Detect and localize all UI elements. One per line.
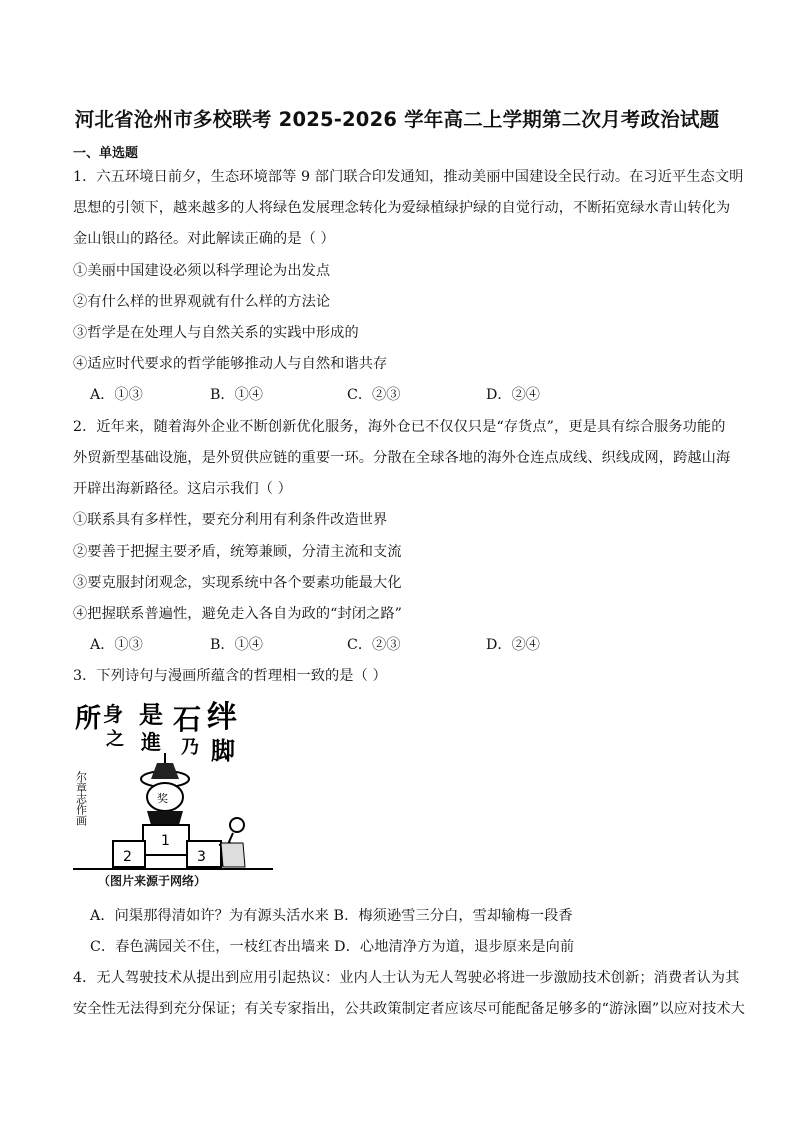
section-heading: 一、单选题 [73, 146, 139, 161]
person-crate [221, 843, 245, 867]
person-head [230, 818, 244, 832]
cartoon-award-char: 奖 [157, 792, 168, 805]
q4-stem-line-1: 4．无人驾驶技术从提出到应用引起热议：业内人士认为无人驾驶必将进一步激励技术创新；消费者认为其 [73, 970, 740, 986]
cartoon-signature: 尔章志作画 [74, 771, 88, 826]
cartoon-char-col4a: 石 [173, 703, 202, 736]
q1-option-b[interactable]: B．①④ [210, 387, 263, 403]
q1-stem-line-3: 金山银山的路径。对此解读正确的是（ ） [73, 231, 335, 247]
q2-item-1: ①联系具有多样性，要充分利用有利条件改造世界 [73, 512, 388, 528]
q2-item-3: ③要克服封闭观念，实现系统中各个要素功能最大化 [73, 575, 402, 591]
q1-option-a[interactable]: A．①③ [90, 387, 143, 403]
cartoon-char-col5a: 绊 [207, 700, 237, 735]
q1-item-1: ①美丽中国建设必须以科学理论为出发点 [73, 263, 331, 279]
q2-stem-line-3: 开辟出海新路径。这启示我们（ ） [73, 481, 292, 497]
q2-stem-line-2: 外贸新型基础设施，是外贸供应链的重要一环。分散在全球各地的海外仓连点成线、织线成网，跨越山海 [73, 450, 731, 466]
cartoon-image [73, 693, 273, 895]
q1-item-2: ②有什么样的世界观就有什么样的方法论 [73, 294, 331, 310]
q4-stem-line-2: 安全性无法得到充分保证；有关专家指出，公共政策制定者应该尽可能配备足够多的“游泳圈”以应对技术大 [73, 1001, 745, 1017]
q2-option-a[interactable]: A．①③ [90, 637, 143, 653]
q1-stem-line-2: 思想的引领下，越来越多的人将绿色发展理念转化为爱绿植绿护绿的自觉行动，不断拓宽绿水青山转化为 [73, 200, 731, 216]
q3-options-row-1[interactable]: A．问渠那得清如许？为有源头活水来 B．梅须逊雪三分白，雪却输梅一段香 [90, 908, 573, 924]
podium-label-2: 2 [123, 849, 132, 865]
q3-stem: 3．下列诗句与漫画所蕴含的哲理相一致的是（ ） [73, 668, 387, 684]
q2-item-4: ④把握联系普遍性，避免走入各自为政的“封闭之路” [73, 606, 403, 622]
q1-stem-line-1: 1．六五环境日前夕，生态环境部等 9 部门联合印发通知，推动美丽中国建设全民行动。在习近平生态文明 [73, 169, 744, 185]
q1-option-c[interactable]: C．②③ [347, 387, 401, 403]
q1-item-3: ③哲学是在处理人与自然关系的实践中形成的 [73, 325, 359, 341]
q2-option-d[interactable]: D．②④ [486, 637, 540, 653]
q2-option-b[interactable]: B．①④ [210, 637, 263, 653]
cartoon-char-col3b: 進 [141, 730, 161, 754]
cartoon-char-col5b: 脚 [211, 736, 235, 765]
q3-options-row-2[interactable]: C．春色满园关不住，一枝红杏出墙来 D．心地清净方为道，退步原来是向前 [90, 939, 575, 955]
cartoon-char-col2a: 身 [103, 702, 123, 726]
image-caption: （图片来源于网络） [98, 874, 207, 888]
cartoon-char-col3a: 是 [139, 700, 163, 729]
q2-item-2: ②要善于把握主要矛盾，统筹兼顾，分清主流和支流 [73, 544, 402, 560]
podium-label-1: 1 [161, 833, 170, 849]
q1-option-d[interactable]: D．②④ [486, 387, 540, 403]
trophy-base [147, 811, 183, 825]
q2-option-c[interactable]: C．②③ [347, 637, 401, 653]
cartoon-char-col4b: 乃 [181, 737, 199, 758]
hat-crown [151, 763, 179, 779]
cartoon-char-col1: 所 [75, 704, 102, 734]
exam-title: 河北省沧州市多校联考 2025-2026 学年高二上学期第二次月考政治试题 [74, 108, 720, 131]
q2-stem-line-1: 2．近年来，随着海外企业不断创新优化服务，海外仓已不仅仅只是“存货点”，更是具有综合服务功能的 [73, 419, 726, 435]
q1-item-4: ④适应时代要求的哲学能够推动人与自然和谐共存 [73, 356, 388, 372]
cartoon-char-col2b: 之 [106, 729, 124, 750]
podium-label-3: 3 [197, 849, 206, 865]
